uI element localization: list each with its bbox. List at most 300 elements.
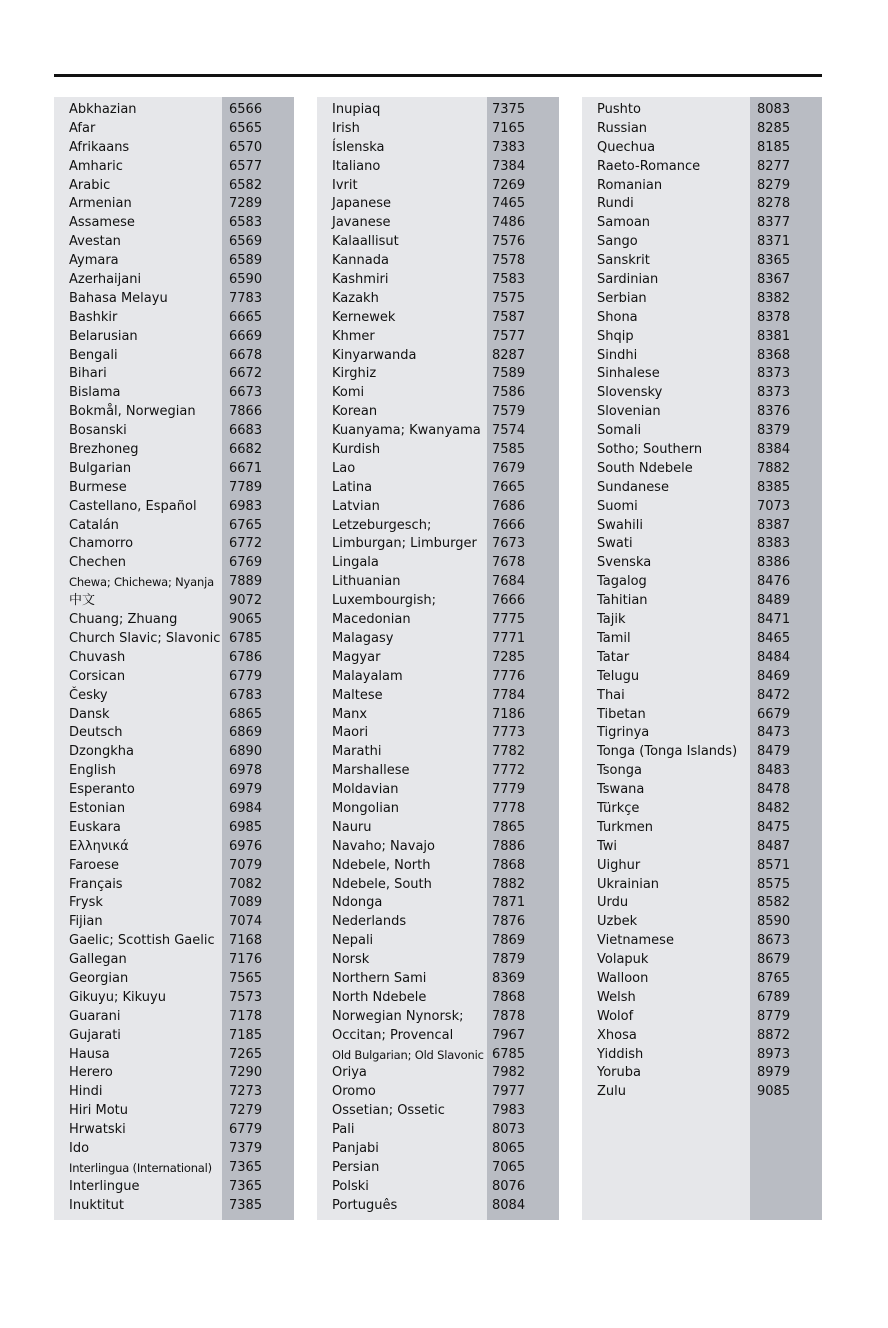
language-code: 6769 bbox=[229, 555, 263, 571]
language-name: Pali bbox=[332, 1122, 355, 1138]
language-name: Malayalam bbox=[332, 668, 403, 684]
language-row bbox=[54, 800, 294, 819]
language-name: Bosanski bbox=[69, 423, 127, 439]
language-row bbox=[54, 517, 294, 536]
language-row bbox=[317, 592, 559, 611]
language-code: 7385 bbox=[229, 1197, 263, 1213]
language-name: Kazakh bbox=[332, 290, 379, 306]
language-row bbox=[54, 1159, 294, 1178]
language-code: 8185 bbox=[757, 139, 791, 155]
language-row bbox=[317, 762, 559, 781]
language-row bbox=[317, 649, 559, 668]
language-code: 8484 bbox=[757, 649, 791, 665]
language-code: 7573 bbox=[229, 989, 263, 1005]
language-name: Yiddish bbox=[597, 1046, 644, 1062]
language-code: 8368 bbox=[757, 347, 791, 363]
language-row bbox=[317, 101, 559, 120]
language-code: 7778 bbox=[492, 800, 526, 816]
language-row bbox=[54, 158, 294, 177]
language-name: Marshallese bbox=[332, 763, 410, 779]
language-name: Gikuyu; Kikuyu bbox=[69, 989, 166, 1005]
language-row bbox=[582, 989, 822, 1008]
language-code: 8278 bbox=[757, 196, 791, 212]
language-code: 7585 bbox=[492, 442, 526, 458]
language-column-3 bbox=[582, 97, 822, 1220]
language-code: 6890 bbox=[229, 744, 263, 760]
language-name: Macedonian bbox=[332, 612, 411, 628]
language-code: 7878 bbox=[492, 1008, 526, 1024]
language-row bbox=[582, 706, 822, 725]
language-name: Georgian bbox=[69, 970, 129, 986]
language-row bbox=[317, 1064, 559, 1083]
language-row bbox=[317, 573, 559, 592]
language-code: 6785 bbox=[492, 1046, 526, 1062]
language-name: Pushto bbox=[597, 102, 641, 117]
language-name: Lithuanian bbox=[332, 574, 401, 590]
language-name: Svenska bbox=[597, 555, 652, 571]
language-code: 6772 bbox=[229, 536, 263, 552]
language-row bbox=[54, 687, 294, 706]
language-row bbox=[582, 309, 822, 328]
language-name: Panjabi bbox=[332, 1140, 379, 1156]
language-name: Tswana bbox=[597, 782, 645, 798]
language-row bbox=[54, 573, 294, 592]
language-code: 6789 bbox=[757, 989, 791, 1005]
language-name: Turkmen bbox=[597, 819, 653, 835]
language-row bbox=[582, 743, 822, 762]
language-row bbox=[582, 177, 822, 196]
language-name: Volapuk bbox=[597, 952, 649, 968]
language-code: 6779 bbox=[229, 668, 263, 684]
language-name: Letzeburgesch; bbox=[332, 517, 432, 533]
language-name: Nepali bbox=[332, 933, 374, 949]
language-row bbox=[317, 139, 559, 158]
language-row bbox=[317, 1083, 559, 1102]
language-code: 7673 bbox=[492, 536, 526, 552]
language-row bbox=[54, 554, 294, 573]
language-code: 6786 bbox=[229, 649, 263, 665]
language-code: 6566 bbox=[229, 102, 263, 117]
language-code: 8367 bbox=[757, 272, 791, 288]
language-name: Mongolian bbox=[332, 800, 400, 816]
language-row bbox=[582, 139, 822, 158]
language-name: Kalaallisut bbox=[332, 234, 399, 250]
language-code: 7379 bbox=[229, 1140, 263, 1156]
language-name: Gallegan bbox=[69, 952, 127, 968]
language-code: 7666 bbox=[492, 593, 526, 609]
language-name: Korean bbox=[332, 404, 378, 420]
language-row bbox=[582, 724, 822, 743]
language-row bbox=[582, 649, 822, 668]
language-code: 7773 bbox=[492, 725, 526, 741]
language-row bbox=[582, 252, 822, 271]
language-name: Xhosa bbox=[597, 1027, 637, 1043]
language-row bbox=[582, 328, 822, 347]
language-name: Bahasa Melayu bbox=[69, 290, 168, 306]
language-row bbox=[54, 970, 294, 989]
language-code: 8383 bbox=[757, 536, 791, 552]
language-code: 7576 bbox=[492, 234, 526, 250]
language-name: Nederlands bbox=[332, 914, 407, 930]
language-name: Urdu bbox=[597, 895, 629, 911]
language-row bbox=[317, 309, 559, 328]
language-row bbox=[582, 101, 822, 120]
language-code: 6865 bbox=[229, 706, 263, 722]
language-row bbox=[317, 517, 559, 536]
language-name: Church Slavic; Slavonic bbox=[69, 630, 221, 646]
language-row bbox=[54, 460, 294, 479]
language-row bbox=[54, 177, 294, 196]
language-name: Tajik bbox=[597, 612, 626, 628]
language-name: Tonga (Tonga Islands) bbox=[597, 744, 738, 760]
language-code: 7273 bbox=[229, 1084, 263, 1100]
language-code: 8277 bbox=[757, 158, 791, 174]
language-code: 8076 bbox=[492, 1178, 526, 1194]
language-code: 6976 bbox=[229, 838, 263, 854]
language-code: 7771 bbox=[492, 630, 526, 646]
language-name: Chuang; Zhuang bbox=[69, 612, 178, 628]
language-code: 7587 bbox=[492, 309, 526, 325]
language-code: 8482 bbox=[757, 800, 791, 816]
language-name: Samoan bbox=[597, 215, 651, 231]
language-row bbox=[317, 347, 559, 366]
language-name: 中文 bbox=[69, 593, 96, 609]
language-name: Raeto-Romance bbox=[597, 158, 701, 174]
language-code: 7772 bbox=[492, 763, 526, 779]
language-row bbox=[54, 498, 294, 517]
language-code: 7290 bbox=[229, 1065, 263, 1081]
language-name: Ndebele, South bbox=[332, 876, 432, 892]
language-name: Uighur bbox=[597, 857, 641, 873]
language-code: 8973 bbox=[757, 1046, 791, 1062]
language-row bbox=[54, 214, 294, 233]
language-row bbox=[317, 913, 559, 932]
language-name: Slovensky bbox=[597, 385, 663, 401]
language-name: Kurdish bbox=[332, 442, 381, 458]
language-code: 9085 bbox=[757, 1084, 791, 1100]
language-row bbox=[54, 706, 294, 725]
language-name: Tsonga bbox=[597, 763, 642, 779]
language-column-2 bbox=[317, 97, 559, 1220]
language-code: 7982 bbox=[492, 1065, 526, 1081]
language-name: Javanese bbox=[332, 215, 391, 231]
language-code: 8765 bbox=[757, 970, 791, 986]
language-code: 8483 bbox=[757, 763, 791, 779]
language-code: 6983 bbox=[229, 498, 263, 514]
language-code: 7789 bbox=[229, 479, 263, 495]
language-code: 7285 bbox=[492, 649, 526, 665]
language-row bbox=[54, 403, 294, 422]
language-row bbox=[582, 365, 822, 384]
language-name: Tatar bbox=[597, 649, 630, 665]
language-name: Gaelic; Scottish Gaelic bbox=[69, 933, 215, 949]
language-code: 7082 bbox=[229, 876, 263, 892]
language-row bbox=[317, 781, 559, 800]
language-row bbox=[54, 271, 294, 290]
language-name: Suomi bbox=[597, 498, 638, 514]
language-row bbox=[54, 365, 294, 384]
language-name: Azerhaijani bbox=[69, 272, 142, 288]
language-name: Lao bbox=[332, 460, 356, 476]
language-row bbox=[582, 554, 822, 573]
language-row bbox=[582, 762, 822, 781]
language-row bbox=[54, 724, 294, 743]
language-row bbox=[317, 177, 559, 196]
language-name: Dzongkha bbox=[69, 744, 135, 760]
language-row bbox=[582, 517, 822, 536]
language-name: Sango bbox=[597, 234, 638, 250]
language-row bbox=[317, 233, 559, 252]
language-row bbox=[317, 290, 559, 309]
language-row bbox=[317, 252, 559, 271]
language-code: 9065 bbox=[229, 612, 263, 628]
language-row bbox=[582, 781, 822, 800]
language-row bbox=[582, 819, 822, 838]
language-code: 7775 bbox=[492, 612, 526, 628]
language-code: 6678 bbox=[229, 347, 263, 363]
language-name: Khmer bbox=[332, 328, 375, 344]
language-name: Ossetian; Ossetic bbox=[332, 1103, 445, 1119]
language-code: 8469 bbox=[757, 668, 791, 684]
language-code: 7983 bbox=[492, 1103, 526, 1119]
language-code: 8373 bbox=[757, 366, 791, 382]
language-code: 6985 bbox=[229, 819, 263, 835]
language-code: 7383 bbox=[492, 139, 526, 155]
language-name: Tibetan bbox=[597, 706, 646, 722]
language-row bbox=[317, 158, 559, 177]
language-code: 6582 bbox=[229, 177, 263, 193]
language-code: 8371 bbox=[757, 234, 791, 250]
language-code: 8083 bbox=[757, 102, 791, 117]
language-code: 7073 bbox=[757, 498, 791, 514]
language-row bbox=[54, 1064, 294, 1083]
language-code: 6583 bbox=[229, 215, 263, 231]
language-row bbox=[317, 1008, 559, 1027]
language-name: Catalán bbox=[69, 517, 119, 533]
language-row bbox=[317, 970, 559, 989]
language-name: Twi bbox=[597, 838, 618, 854]
language-name: Corsican bbox=[69, 668, 126, 684]
language-name: Nauru bbox=[332, 819, 372, 835]
language-name: Irish bbox=[332, 120, 360, 136]
language-row bbox=[317, 1197, 559, 1216]
language-row bbox=[582, 460, 822, 479]
language-code: 9072 bbox=[229, 593, 263, 609]
language-code: 8073 bbox=[492, 1122, 526, 1138]
language-row bbox=[317, 1140, 559, 1159]
language-name: Esperanto bbox=[69, 782, 135, 798]
language-code: 6671 bbox=[229, 460, 263, 476]
language-name: Amharic bbox=[69, 158, 123, 174]
language-code: 8386 bbox=[757, 555, 791, 571]
language-row bbox=[54, 932, 294, 951]
language-name: Interlingua (International) bbox=[69, 1160, 212, 1175]
language-name: Maori bbox=[332, 725, 369, 741]
language-code: 7565 bbox=[229, 970, 263, 986]
language-code: 7178 bbox=[229, 1008, 263, 1024]
language-code: 7579 bbox=[492, 404, 526, 420]
language-row bbox=[317, 1102, 559, 1121]
language-code: 7865 bbox=[492, 819, 526, 835]
language-code: 8381 bbox=[757, 328, 791, 344]
language-row bbox=[54, 951, 294, 970]
language-name: Malagasy bbox=[332, 630, 394, 646]
language-name: Kuanyama; Kwanyama bbox=[332, 423, 481, 439]
language-list bbox=[582, 101, 822, 1102]
language-name: North Ndebele bbox=[332, 989, 427, 1005]
language-name: Old Bulgarian; Old Slavonic bbox=[332, 1047, 484, 1062]
header-rule bbox=[54, 74, 822, 77]
language-row bbox=[54, 252, 294, 271]
language-name: Bokmål, Norwegian bbox=[69, 404, 196, 420]
language-name: Russian bbox=[597, 120, 648, 136]
language-name: Serbian bbox=[597, 290, 647, 306]
language-name: Limburgan; Limburger bbox=[332, 536, 477, 552]
language-code: 7666 bbox=[492, 517, 526, 533]
language-row bbox=[582, 290, 822, 309]
language-row bbox=[317, 630, 559, 649]
language-code: 6589 bbox=[229, 253, 263, 269]
language-name: Ndebele, North bbox=[332, 857, 431, 873]
language-row bbox=[54, 101, 294, 120]
language-row bbox=[317, 441, 559, 460]
language-row bbox=[582, 668, 822, 687]
language-code: 8369 bbox=[492, 970, 526, 986]
language-name: Italiano bbox=[332, 158, 381, 174]
language-row bbox=[54, 762, 294, 781]
language-name: Zulu bbox=[597, 1084, 626, 1100]
language-row bbox=[582, 271, 822, 290]
language-row bbox=[54, 743, 294, 762]
language-code: 7577 bbox=[492, 328, 526, 344]
language-code: 6779 bbox=[229, 1122, 263, 1138]
language-row bbox=[317, 403, 559, 422]
language-name: Northern Sami bbox=[332, 970, 427, 986]
language-name: Uzbek bbox=[597, 914, 638, 930]
language-code: 7289 bbox=[229, 196, 263, 212]
language-row bbox=[54, 630, 294, 649]
language-row bbox=[317, 460, 559, 479]
language-row bbox=[317, 1159, 559, 1178]
language-name: English bbox=[69, 763, 116, 779]
language-code: 7269 bbox=[492, 177, 526, 193]
language-name: Brezhoneg bbox=[69, 442, 139, 458]
language-name: Norwegian Nynorsk; bbox=[332, 1008, 464, 1024]
language-code: 8365 bbox=[757, 253, 791, 269]
language-row bbox=[54, 876, 294, 895]
language-code: 6979 bbox=[229, 782, 263, 798]
language-name: Íslenska bbox=[332, 139, 385, 155]
language-code: 8476 bbox=[757, 574, 791, 590]
language-row bbox=[582, 592, 822, 611]
language-code: 7375 bbox=[492, 102, 526, 117]
language-code: 7876 bbox=[492, 914, 526, 930]
language-code: 6672 bbox=[229, 366, 263, 382]
language-code: 7465 bbox=[492, 196, 526, 212]
language-row bbox=[582, 630, 822, 649]
language-name: Polski bbox=[332, 1178, 369, 1194]
language-name: Ukrainian bbox=[597, 876, 660, 892]
language-name: Luxembourgish; bbox=[332, 593, 437, 609]
language-name: Sundanese bbox=[597, 479, 669, 495]
language-code: 8084 bbox=[492, 1197, 526, 1213]
language-row bbox=[582, 932, 822, 951]
language-name: Belarusian bbox=[69, 328, 138, 344]
language-code: 7279 bbox=[229, 1103, 263, 1119]
language-name: Tamil bbox=[597, 630, 631, 646]
language-row bbox=[54, 233, 294, 252]
language-row bbox=[54, 668, 294, 687]
language-name: Assamese bbox=[69, 215, 135, 231]
language-name: Kannada bbox=[332, 253, 389, 269]
language-code: 8471 bbox=[757, 612, 791, 628]
language-row bbox=[317, 554, 559, 573]
language-row bbox=[317, 989, 559, 1008]
language-code: 7779 bbox=[492, 782, 526, 798]
language-code: 7967 bbox=[492, 1027, 526, 1043]
language-row bbox=[54, 649, 294, 668]
language-code: 6785 bbox=[229, 630, 263, 646]
language-row bbox=[582, 403, 822, 422]
language-row bbox=[582, 214, 822, 233]
language-name: Komi bbox=[332, 385, 365, 401]
language-code: 6765 bbox=[229, 517, 263, 533]
language-row bbox=[54, 1046, 294, 1065]
language-name: Ndonga bbox=[332, 895, 383, 911]
language-row bbox=[582, 1027, 822, 1046]
language-name: Thai bbox=[597, 687, 625, 703]
language-row bbox=[317, 384, 559, 403]
language-code: 6577 bbox=[229, 158, 263, 174]
language-row bbox=[582, 384, 822, 403]
language-name: Česky bbox=[69, 687, 108, 703]
language-name: Magyar bbox=[332, 649, 381, 665]
language-code: 8382 bbox=[757, 290, 791, 306]
language-code: 7079 bbox=[229, 857, 263, 873]
language-name: Bislama bbox=[69, 385, 121, 401]
language-name: Sanskrit bbox=[597, 253, 650, 269]
language-row bbox=[582, 1083, 822, 1102]
language-name: Burmese bbox=[69, 479, 127, 495]
language-name: Afar bbox=[69, 120, 96, 136]
language-row bbox=[54, 1197, 294, 1216]
language-name: Latvian bbox=[332, 498, 380, 514]
language-name: Inuktitut bbox=[69, 1197, 124, 1213]
language-row bbox=[54, 838, 294, 857]
language-row bbox=[582, 1046, 822, 1065]
language-row bbox=[54, 1008, 294, 1027]
language-name: Manx bbox=[332, 706, 368, 722]
language-code: 6569 bbox=[229, 234, 263, 250]
language-name: Afrikaans bbox=[69, 139, 130, 155]
language-name: Tagalog bbox=[597, 574, 647, 590]
language-row bbox=[317, 687, 559, 706]
language-row bbox=[582, 158, 822, 177]
language-row bbox=[54, 535, 294, 554]
language-code: 6669 bbox=[229, 328, 263, 344]
language-code: 7782 bbox=[492, 744, 526, 760]
language-list bbox=[317, 101, 559, 1216]
language-name: Dansk bbox=[69, 706, 110, 722]
language-list bbox=[54, 101, 294, 1216]
language-name: Arabic bbox=[69, 177, 111, 193]
language-name: Walloon bbox=[597, 970, 649, 986]
language-code: 7265 bbox=[229, 1046, 263, 1062]
language-name: Slovenian bbox=[597, 404, 661, 420]
language-code: 7384 bbox=[492, 158, 526, 174]
language-row bbox=[317, 1046, 559, 1065]
language-code: 8679 bbox=[757, 952, 791, 968]
